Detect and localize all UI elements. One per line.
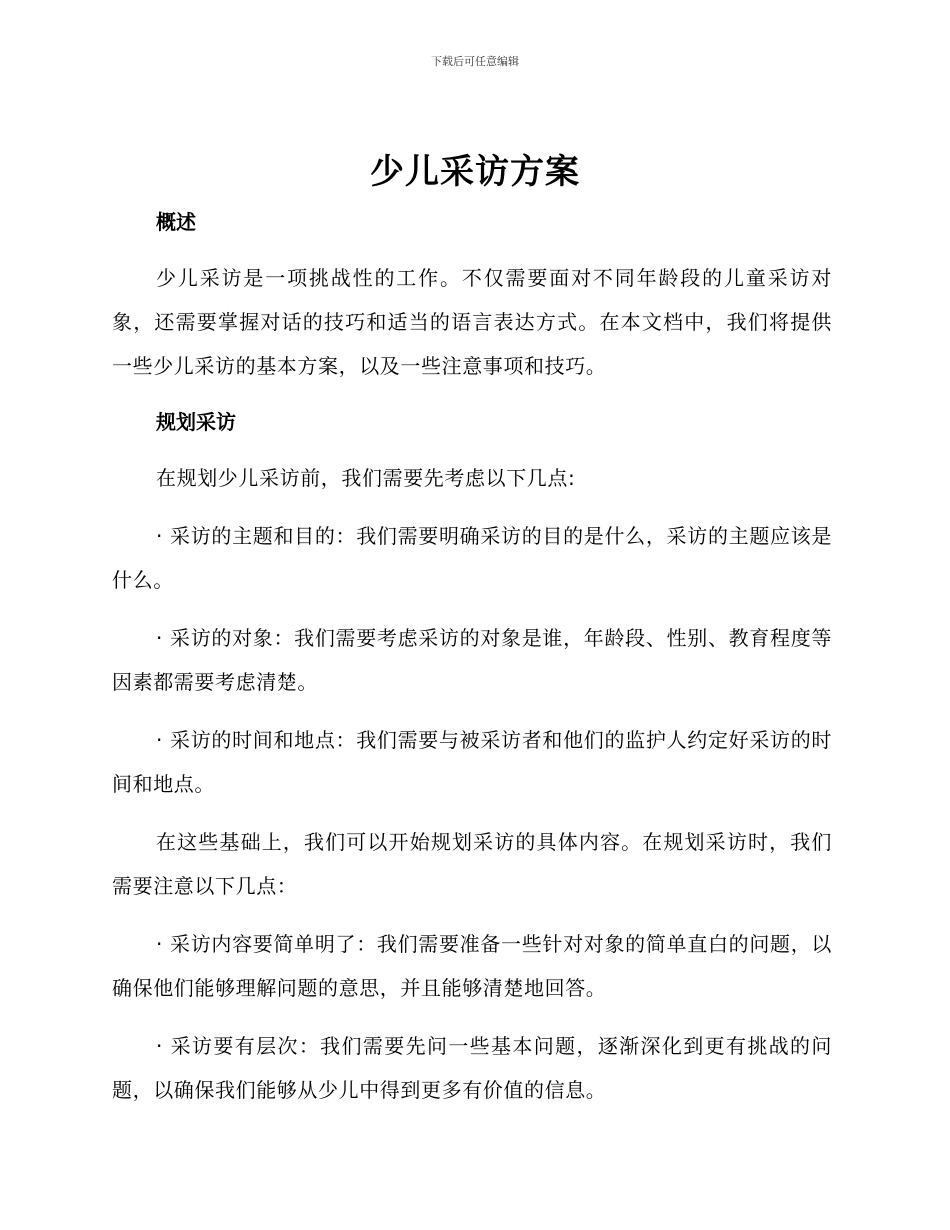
document-title: 少儿采访方案: [370, 152, 580, 192]
paragraph-planning-content: 在这些基础上，我们可以开始规划采访的具体内容。在规划采访时，我们需要注意以下几点：: [112, 830, 832, 898]
bullet-item: · 采访内容要简单明了：我们需要准备一些针对对象的简单直白的问题，以确保他们能够理解问题的意思，并且能够清楚地回答。: [112, 932, 832, 1000]
section-heading-planning: 规划采访: [156, 410, 236, 434]
section-heading-overview: 概述: [156, 210, 196, 234]
document-body: [112, 202, 832, 1112]
bullet-item: · 采访的时间和地点：我们需要与被采访者和他们的监护人约定好采访的时间和地点。: [112, 728, 832, 796]
paragraph-overview: 少儿采访是一项挑战性的工作。不仅需要面对不同年龄段的儿童采访对象，还需要掌握对话的技巧和适当的语言表达方式。在本文档中，我们将提供一些少儿采访的基本方案，以及一些注意事项和技巧。: [112, 266, 832, 378]
bullet-item: · 采访的主题和目的：我们需要明确采访的目的是什么，采访的主题应该是什么。: [112, 524, 832, 592]
bullet-item: · 采访要有层次：我们需要先问一些基本问题，逐渐深化到更有挑战的问题，以确保我们能够从少儿中得到更多有价值的信息。: [112, 1034, 832, 1102]
paragraph-planning-intro: 在规划少儿采访前，我们需要先考虑以下几点:: [156, 466, 576, 490]
bullet-item: · 采访的对象：我们需要考虑采访的对象是谁，年龄段、性别、教育程度等因素都需要考虑清楚。: [112, 626, 832, 694]
header-note: 下载后可任意编辑: [431, 55, 519, 68]
